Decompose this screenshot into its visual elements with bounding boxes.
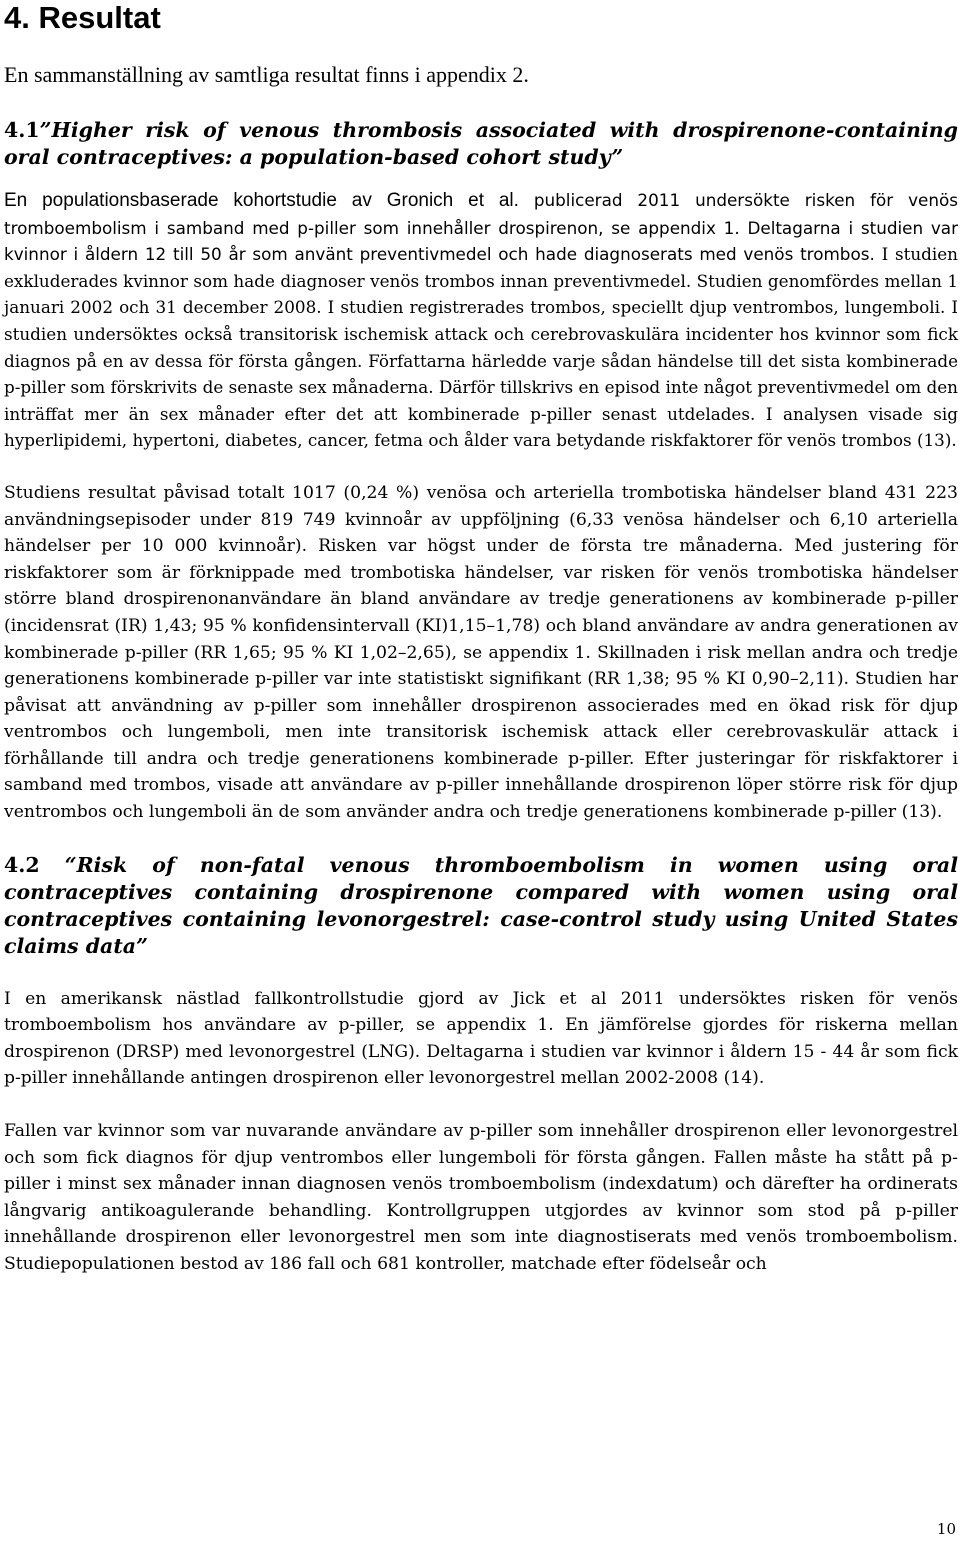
section-4-1-paragraph-2: Studiens resultat påvisad totalt 1017 (0,24 %) venösa och arteriella trombotiska händelser bland 431 223 användningsepisoder under 819 749 kvinnoår av uppföljning (6,33 venösa händelser och 6,10 arteriella händelser per 10 000 kvinnoår). Risken var högst under de första tre månaderna. Med justering för riskfaktorer som är förknippade med trombotiska händelser, var risken för venös trombotiska händelser större bland drospirenonanvändare än bland användare av tredje generationens av kombinerade p-piller (incidensrat (IR) 1,43; 95 % konfidensintervall (KI)1,15–1,78) och bland användare av andra generationen av kombinerade p-piller (RR 1,65; 95 % KI 1,02–2,65), se appendix 1. Skillnaden i risk mellan andra och tredje generationens kombinerade p-piller var inte statistiskt signifikant (RR 1,38; 95 % KI 0,90–2,11). Studien har påvisat att användning av p-piller som innehåller drospirenon associerades med en ökad risk för djup ventrombos och lungemboli, men inte transitorisk ischemisk attack eller cerebrovaskulär attack i förhållande till andra och tredje generationens kombinerade p-piller. Efter justeringar för riskfaktorer i samband med trombos, visade att användare av p-piller innehållande drospirenon löper större risk för djup ventrombos och lungemboli än de som använder andra och tredje generationens kombinerade p-piller (13). <box>4 482 958 823</box>
section-4-2-title: “Risk of non-fatal venous thromboembolism in women using oral contraceptives containing drospirenone compared with women using oral contraceptives containing levonorgestrel: case-control study using United States claims data” <box>4 852 958 958</box>
section-4-1-heading <box>4 117 958 171</box>
section-4-1-paragraph-1-sans: publicerad 2011 undersökte risken för venös tromboembolism i samband med p-piller som innehåller drospirenon, se appendix 1. Deltagarna i studien var kvinnor i åldern 12 till 50 år som använt preventivmedel och hade diagnoserats med venös trombos. <box>4 190 958 265</box>
section-4-2-paragraph-2: Fallen var kvinnor som var nuvarande användare av p-piller som innehåller drospirenon eller levonorgestrel och som fick diagnos för djup ventrombos eller lungemboli för första gången. Fallen måste ha stått på p-piller i minst sex månader innan diagnosen venös tromboembolism (indexdatum) och därefter ha ordinerats långvarig antikoagulerande behandling. Kontrollgruppen utgjordes av kvinnor som stod på p-piller innehållande drospirenon eller levonorgestrel men som inte diagnostiserats med venös tromboembolism. Studiepopulationen bestod av 186 fall och 681 kontroller, matchade efter födelseår och <box>4 1121 958 1274</box>
document-page <box>4 0 958 1278</box>
intro-paragraph: En sammanställning av samtliga resultat finns i appendix 2. <box>4 62 529 87</box>
section-4-1-lead: En populationsbaserade kohortstudie av Gronich et al. <box>4 190 519 211</box>
section-4-2-heading <box>4 852 958 960</box>
section-4-1-number: 4.1 <box>4 118 40 142</box>
chapter-heading: 4. Resultat <box>4 0 161 35</box>
section-4-2-paragraph-1: I en amerikansk nästlad fallkontrollstudie gjord av Jick et al 2011 undersöktes risken för venös tromboembolism hos användare av p-piller, se appendix 1. En jämförelse gjordes för riskerna mellan drospirenon (DRSP) med levonorgestrel (LNG). Deltagarna i studien var kvinnor i åldern 15 - 44 år som fick p-piller innehållande antingen drospirenon eller levonorgestrel mellan 2002-2008 (14). <box>4 988 958 1089</box>
section-4-1-paragraph-1 <box>4 187 958 454</box>
page-number: 10 <box>936 1520 956 1538</box>
section-4-1-paragraph-1-serif: I studien exkluderades kvinnor som hade diagnoser venös trombos innan preventivmedel. Studien genomfördes mellan 1 januari 2002 och 31 december 2008. I studien registrerades trombos, speciellt djup ventrombos, lungemboli. I studien undersöktes också transitorisk ischemisk attack och cerebrovaskulära incidenter hos kvinnor som fick diagnos på en av dessa för första gången. Författarna härledde varje sådan händelse till det sista kombinerade p-piller som förskrivits de senaste sex månaderna. Därför tillskrivs en episod inte något preventivmedel om den inträffat mer än sex månader efter det att kombinerade p-piller senast utdelades. I analysen visade sig hyperlipidemi, hypertoni, diabetes, cancer, fetma och ålder vara betydande riskfaktorer för venös trombos (13). <box>4 244 958 451</box>
section-4-1-title: ”Higher risk of venous thrombosis associated with drospirenone-containing oral contraceptives: a population-based cohort study” <box>4 118 958 169</box>
section-4-2-number: 4.2 <box>4 852 40 877</box>
